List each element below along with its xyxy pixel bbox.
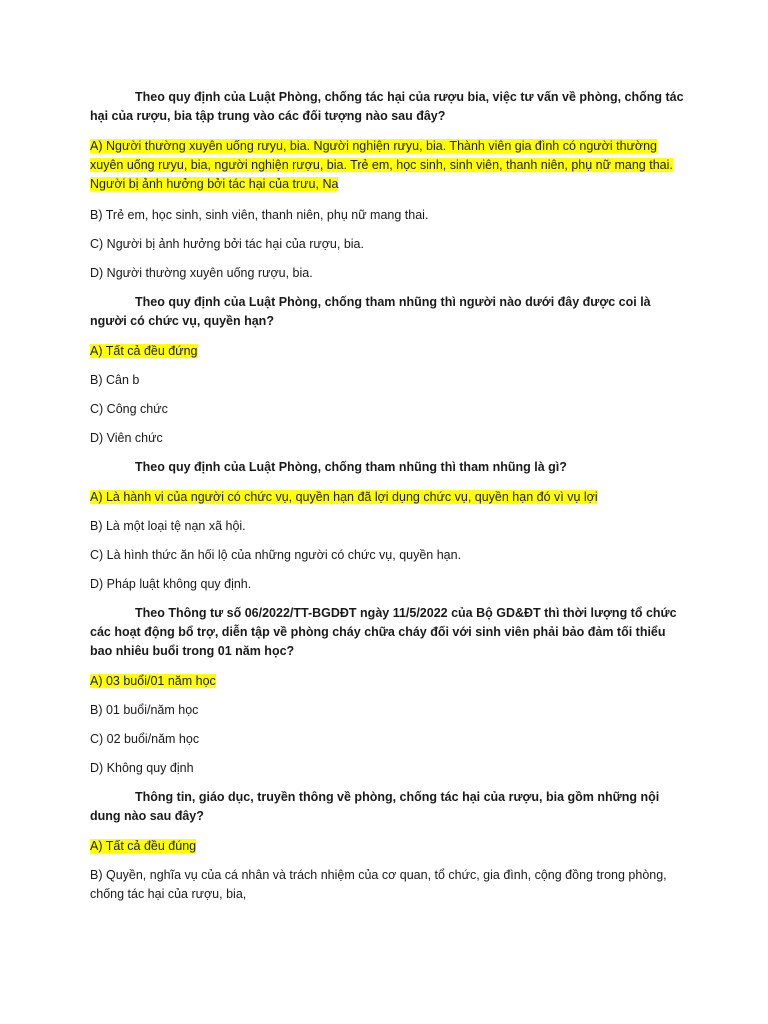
question-block: [90, 293, 690, 448]
question-block: [90, 458, 690, 594]
question-block: [90, 604, 690, 778]
highlighted-answer: A) 03 buổi/01 năm học: [90, 674, 216, 688]
answer-option: C) Người bị ảnh hưởng bởi tác hại của rượu, bia.: [90, 237, 364, 251]
highlighted-answer: A) Người thường xuyên uống rưyu, bia. Người nghiện rưyu, bia. Thành viên gia đình có người thường xuyên uống rưyu, bia, người nghiện rượu, bia. Trẻ em, học sinh, sinh viên, thanh niên, phụ nữ mang thai. Người bị ảnh hưởng bởi tác hại của trưu, Na: [90, 139, 673, 191]
answer-option: B) Quyền, nghĩa vụ của cá nhân và trách nhiệm của cơ quan, tổ chức, gia đình, cộng đồng trong phòng, chống tác hại của rượu, bia,: [90, 868, 667, 901]
answer-option-correct: [90, 342, 690, 361]
answer-option: D) Không quy định: [90, 761, 194, 775]
answer-option-correct: [90, 837, 690, 856]
answer-option: D) Người thường xuyên uống rượu, bia.: [90, 266, 313, 280]
question-text: Theo quy định của Luật Phòng, chống tham nhũng thì tham nhũng là gì?: [135, 460, 567, 474]
highlighted-answer: A) Tất cả đều đúng: [90, 839, 197, 853]
highlighted-answer: A) Tất cả đều đứng: [90, 344, 198, 358]
answer-option-correct: [90, 488, 690, 507]
highlighted-answer: A) Là hành vi của người có chức vụ, quyền hạn đã lợi dụng chức vụ, quyền hạn đó vì vụ lợi: [90, 490, 598, 504]
question-text: Theo Thông tư số 06/2022/TT-BGDĐT ngày 11/5/2022 của Bộ GD&ĐT thì thời lượng tổ chức các hoạt động bổ trợ, diễn tập về phòng cháy chữa cháy đối với sinh viên phải bảo đảm tối thiểu bao nhiêu buổi trong 01 năm học?: [90, 606, 677, 658]
answer-option: C) Là hình thức ăn hối lộ của những người có chức vụ, quyền hạn.: [90, 548, 462, 562]
question-text: Thông tin, giáo dục, truyền thông về phòng, chống tác hại của rượu, bia gồm những nội dung nào sau đây?: [90, 790, 660, 823]
answer-option-correct: [90, 137, 690, 194]
answer-option: B) 01 buổi/năm học: [90, 703, 199, 717]
question-text: Theo quy định của Luật Phòng, chống tác hại của rượu bia, việc tư vấn về phòng, chống tác hại của rượu, bia tập trung vào các đối tượng nào sau đây?: [90, 90, 684, 123]
question-block: [90, 788, 690, 904]
answer-option: C) Công chức: [90, 402, 168, 416]
question-text: Theo quy định của Luật Phòng, chống tham nhũng thì người nào dưới đây được coi là người có chức vụ, quyền hạn?: [90, 295, 651, 328]
answer-option: D) Pháp luật không quy định.: [90, 577, 252, 591]
answer-option: B) Trẻ em, học sinh, sinh viên, thanh niên, phụ nữ mang thai.: [90, 208, 429, 222]
question-block: [90, 88, 690, 283]
answer-option-correct: [90, 672, 690, 691]
answer-option: B) Cân b: [90, 373, 140, 387]
answer-option: C) 02 buổi/năm học: [90, 732, 200, 746]
document-page: [90, 88, 690, 914]
answer-option: D) Viên chức: [90, 431, 163, 445]
answer-option: B) Là một loại tệ nạn xã hội.: [90, 519, 246, 533]
